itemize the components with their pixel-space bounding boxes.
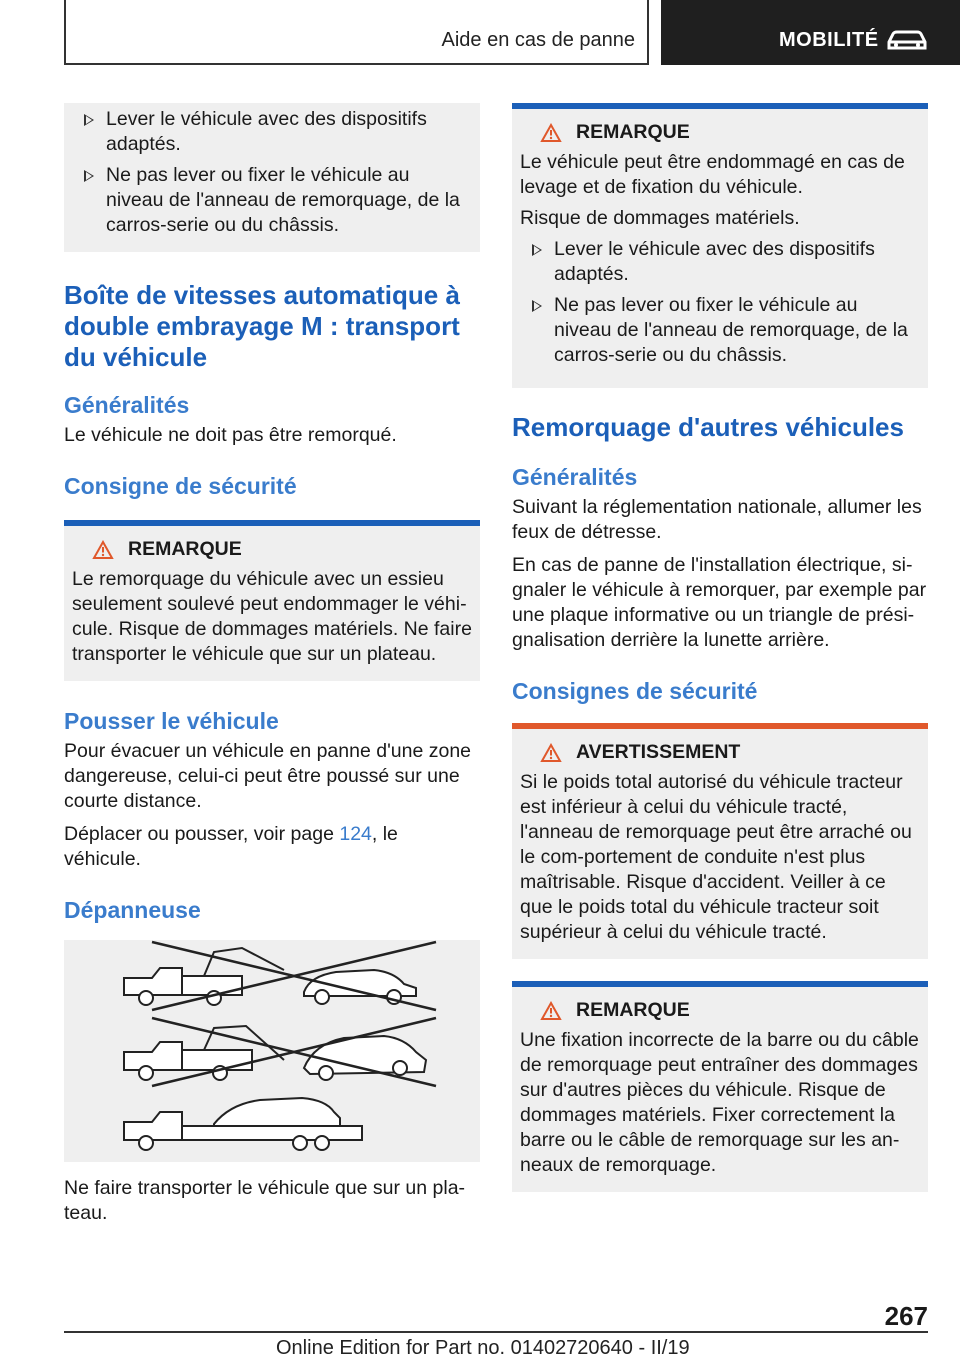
warning-title: AVERTISSEMENT <box>520 741 920 764</box>
notice-box <box>512 103 928 388</box>
top-bullet-box <box>64 103 480 252</box>
notice-text: Le remorquage du véhicule avec un essieu seulement soulevé peut endommager le véhi-cule. Risque de dommages matériels. Ne faire transporter le véhicule que sur un plateau. <box>72 568 472 665</box>
notice-text: Le véhicule peut être endommagé en cas de levage et de fixation du véhicule. <box>520 151 905 198</box>
warning-triangle-icon <box>540 1001 562 1021</box>
heading-consignes: Consignes de sécurité <box>512 678 758 704</box>
warning-triangle-icon <box>540 743 562 763</box>
heading-consigne: Consigne de sécurité <box>64 473 297 499</box>
heading-transmission: Boîte de vitesses automatique à double embrayage M : transport du véhicule <box>64 280 460 372</box>
left-column <box>64 103 480 1226</box>
header-chapter-title: MOBILITÉ <box>779 29 879 51</box>
footer-edition: Online Edition for Part no. 01402720640 - II/19 <box>276 1337 690 1359</box>
notice-title: REMARQUE <box>72 538 472 561</box>
heading-depanneuse: Dépanneuse <box>64 897 201 923</box>
list-item: Lever le véhicule avec des dispositifs adaptés. <box>72 107 472 157</box>
page-number: 267 <box>884 1301 928 1331</box>
notice-box <box>64 520 480 681</box>
warning-triangle-icon <box>540 123 562 143</box>
bullet-triangle-icon <box>84 114 94 126</box>
paragraph-generalites-1: Suivant la réglementation nationale, allumer les feux de détresse. <box>512 496 922 543</box>
paragraph-generalites: Le véhicule ne doit pas être remorqué. <box>64 424 397 446</box>
bullet-triangle-icon <box>532 300 542 312</box>
paragraph-pousser-2: Déplacer ou pousser, voir page 124, le véhicule. <box>64 823 398 870</box>
header-section <box>64 0 649 65</box>
right-column <box>512 103 928 1192</box>
paragraph-generalites-2: En cas de panne de l'installation électrique, si-gnaler le véhicule à remorquer, par exemple par une plaque informative ou un triangle de prési-gnalisation derrière la lunette arrière. <box>512 554 927 651</box>
header-section-title: Aide en cas de panne <box>441 29 635 51</box>
car-icon <box>885 28 929 52</box>
warning-text: Si le poids total autorisé du véhicule tracteur est inférieur à celui du véhicule tracté, l'anneau de remorquage peut être arraché ou le com-portement de conduite n'est plus maîtrisable. Risque d'accident. Veiller à ce que le poids total du véhicule tracteur soit supérieur à celui du véhicule tracté. <box>520 771 912 943</box>
list-item: Ne pas lever ou fixer le véhicule au niveau de l'anneau de remorquage, de la carros-serie ou du châssis. <box>520 293 920 368</box>
bullet-triangle-icon <box>532 244 542 256</box>
heading-pousser: Pousser le véhicule <box>64 708 279 734</box>
header-chapter <box>661 0 960 65</box>
notice-title: REMARQUE <box>520 999 920 1022</box>
list-item: Lever le véhicule avec des dispositifs adaptés. <box>520 237 920 287</box>
page-link[interactable]: 124 <box>339 823 372 845</box>
paragraph-pousser-1: Pour évacuer un véhicule en panne d'une zone dangereuse, celui-ci peut être poussé sur une courte distance. <box>64 740 472 812</box>
warning-triangle-icon <box>92 540 114 560</box>
notice-text: Une fixation incorrecte de la barre ou du câble de remorquage peut entraîner des dommages sur d'autres pièces du véhicule. Risque de dommages matériels. Fixer correctement la barre ou le câble de remorquage sur les an-neaux de remorquage. <box>520 1029 919 1176</box>
notice-box <box>512 981 928 1192</box>
footer-divider <box>64 1331 928 1333</box>
list-item: Ne pas lever ou fixer le véhicule au niveau de l'anneau de remorquage, de la carros-serie ou du châssis. <box>72 163 472 238</box>
warning-box <box>512 723 928 959</box>
heading-generalites: Généralités <box>64 392 190 418</box>
figure-caption: Ne faire transporter le véhicule que sur un pla-teau. <box>64 1177 466 1224</box>
tow-truck-image <box>64 940 480 1162</box>
heading-generalites: Généralités <box>512 464 638 490</box>
heading-remorquage: Remorquage d'autres véhicules <box>512 412 904 442</box>
tow-truck-illustration <box>64 940 480 1162</box>
notice-title: REMARQUE <box>520 121 920 144</box>
bullet-triangle-icon <box>84 170 94 182</box>
notice-text: Risque de dommages matériels. <box>520 207 800 229</box>
